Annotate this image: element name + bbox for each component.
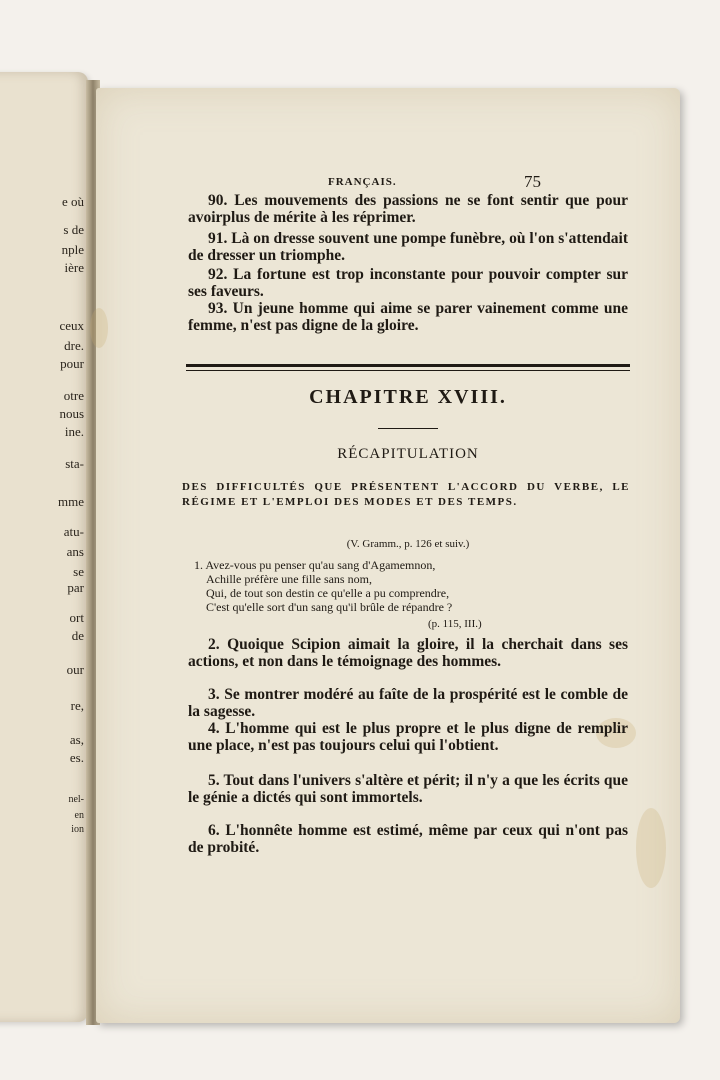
left-page-fragment: re, xyxy=(70,698,84,713)
exercise-paragraph: 91. Là on dresse souvent une pompe funèbre, où l'on s'attendait de dresser un triomphe. xyxy=(188,230,628,264)
left-page-fragment: as, xyxy=(69,732,84,747)
left-page-fragment: es. xyxy=(69,750,84,765)
exercise-paragraph: 92. La fortune est trop inconstante pour pouvoir compter sur ses faveurs. xyxy=(188,266,628,300)
left-page-fragment: nous xyxy=(59,406,84,421)
exercise-paragraph: 93. Un jeune homme qui aime se parer vainement comme une femme, n'est pas digne de la gloire. xyxy=(188,300,628,334)
left-page-fragment: ière xyxy=(64,260,84,275)
paper-stain xyxy=(90,308,108,348)
left-page-fragment: de xyxy=(71,628,84,643)
left-page-fragment: mme xyxy=(58,494,84,509)
exercise-paragraph: 3. Se montrer modéré au faîte de la prospérité est le comble de la sagesse. xyxy=(188,686,628,720)
verse-line: Qui, de tout son destin ce qu'elle a pu comprendre, xyxy=(206,586,450,600)
verse-line: Achille préfère une fille sans nom, xyxy=(206,572,372,586)
left-page-fragment: ine. xyxy=(64,424,84,439)
chapter-title: CHAPITRE XVIII. xyxy=(309,386,507,408)
exercise-paragraph: 6. L'honnête homme est estimé, même par ceux qui n'ont pas de probité. xyxy=(188,822,628,856)
running-header: FRANÇAIS. xyxy=(328,176,397,188)
exercise-paragraph: 4. L'homme qui est le plus propre et le plus digne de remplir une place, n'est pas toujours celui qui l'obtient. xyxy=(188,720,628,754)
left-page-fragment: atu- xyxy=(63,524,84,539)
left-page-fragment: ion xyxy=(71,824,84,835)
left-page-fragment: dre. xyxy=(64,338,84,353)
left-page-fragment: pour xyxy=(60,356,84,371)
verse-line: C'est qu'elle sort d'un sang qu'il brûle de répandre ? xyxy=(206,600,453,614)
left-page-fragment: nel- xyxy=(68,794,84,805)
left-page-fragment: otre xyxy=(63,388,84,403)
left-page-fragment: s de xyxy=(63,222,84,237)
left-page-fragment: en xyxy=(74,810,84,821)
verse-reference: (p. 115, III.) xyxy=(428,618,482,630)
book-page xyxy=(96,88,680,1023)
exercise-paragraph: 90. Les mouvements des passions ne se font sentir que pour avoirplus de mérite à les réprimer. xyxy=(188,192,628,226)
left-page-fragment: ort xyxy=(69,610,84,625)
title-divider xyxy=(378,428,438,429)
page-number: 75 xyxy=(524,172,541,191)
chapter-rule xyxy=(186,364,630,367)
left-page-fragment: par xyxy=(67,580,84,595)
exercise-paragraph: 5. Tout dans l'univers s'altère et périt; il n'y a que les écrits que le génie a dictés qui sont immortels. xyxy=(188,772,628,806)
left-page-fragment: se xyxy=(73,564,84,579)
verse-quotation xyxy=(194,558,634,614)
left-page xyxy=(0,72,88,1022)
section-title: RÉCAPITULATION xyxy=(337,446,479,462)
left-page-fragment: nple xyxy=(61,242,84,257)
chapter-rule-thin xyxy=(186,370,630,371)
left-page-fragment: ceux xyxy=(59,318,84,333)
left-page-fragment: ans xyxy=(66,544,84,559)
left-page-fragment: e où xyxy=(61,194,84,209)
exercise-paragraph: 2. Quoique Scipion aimait la gloire, il la cherchait dans ses actions, et non dans le témoignage des hommes. xyxy=(188,636,628,670)
verse-line: 1. Avez-vous pu penser qu'au sang d'Agamemnon, xyxy=(194,558,436,572)
left-page-fragment: our xyxy=(66,662,84,677)
paper-stain xyxy=(636,808,666,888)
grammar-reference: (V. Gramm., p. 126 et suiv.) xyxy=(346,538,470,550)
left-page-fragment: sta- xyxy=(65,456,84,471)
section-subtitle: DES DIFFICULTÉS QUE PRÉSENTENT L'ACCORD DU VERBE, LE RÉGIME ET L'EMPLOI DES MODES ET DES TEMPS. xyxy=(182,481,630,508)
